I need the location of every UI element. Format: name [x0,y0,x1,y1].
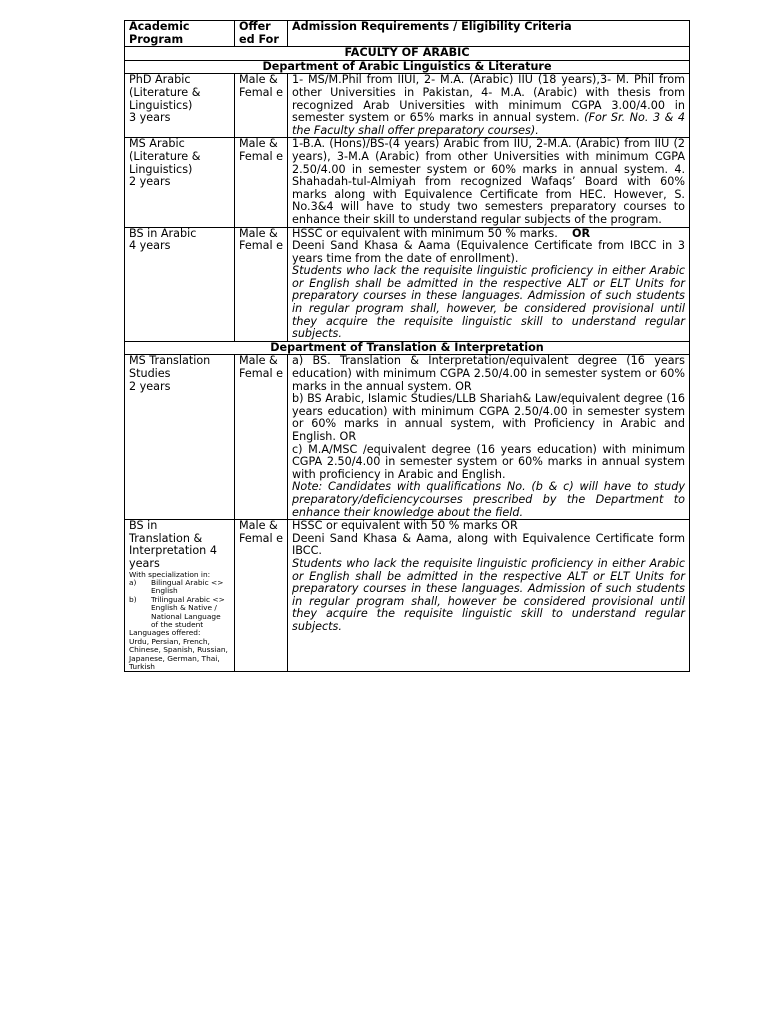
department-arabic-linguistics-title: Department of Arabic Linguistics & Literature [125,60,690,74]
table-row [125,227,690,341]
specialization-option: Bilingual Arabic <> English [151,577,224,596]
list-marker: b) [129,594,137,604]
table-row [125,138,690,227]
program-duration: 2 years [129,379,171,393]
header-academic-program: Academic Program [125,21,235,47]
offered-for-cell: Male & Femal e [235,138,288,227]
specialization-list [129,579,230,629]
requirements-note: Students who lack the requisite linguistic proficiency in either Arabic or English shall be admitted in the respective ALT or ELT Units for preparatory courses in these languages. Admission of such students in regular program shall, however, be considered provisional until they acquire the requisite linguistic skill to understand regular subjects. [292,264,685,341]
requirements-note: Note: Candidates with qualifications No. (b & c) will have to study preparatory/deficiencycourses prescribed by the Department to enhance their knowledge about the field. [292,480,685,519]
program-name: BS in [129,519,158,533]
department-title-row [125,341,690,355]
faculty-title: FACULTY OF ARABIC [125,47,690,61]
program-name-cont: (Literature & [129,85,201,99]
requirements-text: 1- MS/M.Phil from IIUI, 2- M.A. (Arabic) IIU (18 years),3- M. Phil from other Universities in Pakistan, 4- M.A. (Arabic) with thesis from recognized Arab Universities with minimum CGPA 3.00/4.00 in semester system or 65% marks in annual system. [292,73,685,125]
program-name-cont: Linguistics) [129,98,193,112]
requirements-cell [288,74,690,138]
table-row [125,355,690,520]
requirement-option-a: a) BS. Translation & Interpretation/equivalent degree (16 years education) with minimum CGPA 2.50/4.00 in semester system or 60% marks in the annual system. OR [292,354,685,393]
languages-heading: Languages offered: [129,628,201,638]
list-marker: a) [129,577,137,587]
program-name: BS in Arabic [129,226,197,240]
requirements-cell [288,355,690,520]
or-label: OR [572,226,591,240]
specialization-option: Trilingual Arabic <> English & Native / National Language of the student [151,594,225,629]
offered-for-cell: Male & Femal e [235,355,288,520]
table-header-row [125,21,690,47]
program-cell [125,138,235,227]
program-name: PhD Arabic [129,73,191,87]
program-name: MS Translation [129,354,211,368]
program-cell [125,355,235,520]
program-name-cont: Linguistics) [129,162,193,176]
department-title-row [125,60,690,74]
requirements-text: Deeni Sand Khasa & Aama (Equivalence Certificate from IBCC in 3 years time from the date of enrollment). [292,239,685,265]
requirements-text: HSSC or equivalent with minimum 50 % marks. [292,226,558,240]
offered-for-cell: Male & Femal e [235,227,288,341]
table-row [125,520,690,672]
offered-for-cell: Male & Femal e [235,74,288,138]
table-row [125,74,690,138]
header-offered-for: Offer ed For [235,21,288,47]
program-duration: 4 years [129,239,171,253]
program-name-cont: Studies [129,367,171,381]
requirements-cell [288,520,690,672]
faculty-title-row [125,47,690,61]
program-name-cont: Translation & [129,531,203,545]
program-cell [125,227,235,341]
requirements-note: (For Sr. No. 3 & 4 the Faculty shall offer preparatory courses). [292,111,685,137]
offered-for-cell: Male & Femal e [235,520,288,672]
specialization-block [129,571,230,672]
requirements-text: 1-B.A. (Hons)/BS-(4 years) Arabic from IIU, 2-M.A. (Arabic) from IIU (2 years), 3-M.A (Arabic) from other Universities with minimum CGPA 2.50/4.00 in semester system or 60% marks in annual system. 4. Shahadah-tul-Almiyah from recognized Wafaqs’ Board with 60% marks along with Equivalence Certificate from HEC. However, S. No.3&4 will have to study two semesters preparatory courses to enhance their skill to understand regular subjects of the program. [288,138,690,227]
specialization-heading: With specialization in: [129,569,211,579]
program-duration: years [129,556,160,570]
program-name-cont: (Literature & [129,149,201,163]
requirement-option-b: b) BS Arabic, Islamic Studies/LLB Shariah& Law/equivalent degree (16 years education) with minimum CGPA 2.50/4.00 in semester system or 60% marks in annual system, with Proficiency in Arabic and English. OR [292,392,685,443]
requirement-option-c: c) M.A/MSC /equivalent degree (16 years education) with minimum CGPA 2.50/4.00 in semester system or 60% marks in annual system with proficiency in Arabic and English. [292,442,685,481]
requirements-text: HSSC or equivalent with 50 % marks OR [292,519,518,533]
languages-list: Urdu, Persian, French, Chinese, Spanish, Russian, Japanese, German, Thai, Turkish [129,636,228,671]
program-cell [125,74,235,138]
requirements-cell [288,227,690,341]
program-name-cont: Interpretation 4 [129,544,217,558]
requirements-note: Students who lack the requisite linguistic proficiency in either Arabic or English shall be admitted in the respective ALT or ELT Units for preparatory courses in these languages. Admission of such students in regular program shall, however be considered provisional until they acquire the requisite linguistic skill to understand regular subjects. [292,556,685,633]
program-duration: 2 years [129,175,171,189]
program-name: MS Arabic [129,137,185,151]
admission-requirements-table [124,20,690,672]
program-duration: 3 years [129,111,171,125]
program-cell [125,520,235,672]
header-admission-requirements: Admission Requirements / Eligibility Criteria [288,21,690,47]
requirements-text: Deeni Sand Khasa & Aama, along with Equivalence Certificate form IBCC. [292,531,685,558]
department-translation-title: Department of Translation & Interpretation [125,341,690,355]
list-item [129,596,230,630]
list-item [129,579,230,596]
